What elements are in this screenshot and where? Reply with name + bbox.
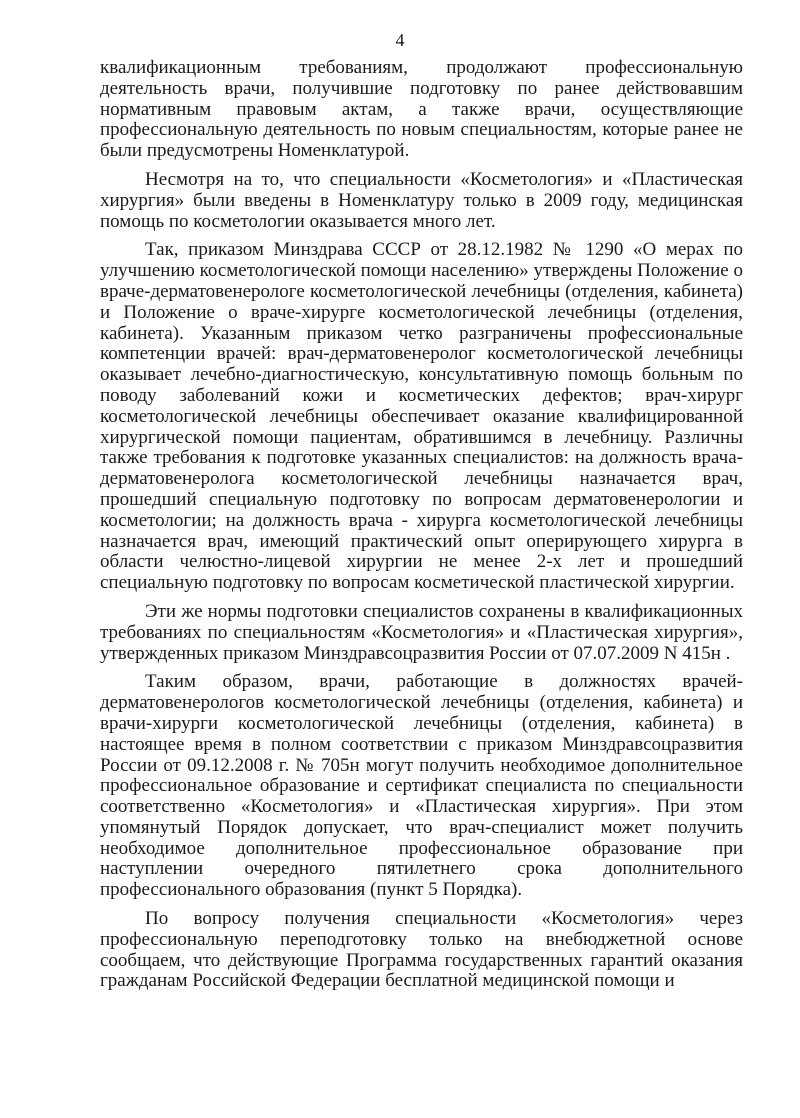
paragraph-conclusion: Таким образом, врачи, работающие в должностях врачей-дерматовенерологов косметологической лечебницы (отделения, кабинета) и врачи-хирурги косметологической лечебницы (отделения, кабинета) в настоящее время в полном соответствии с приказом Минздравсоцразвития России от 09.12.2008 г. № 705н могут получить необходимое дополнительное профессиональное образование и сертификат специалиста по специальности соответственно «Косметология» и «Пластическая хирургия». При этом упомянутый Порядок допускает, что врач-специалист может получить необходимое дополнительное профессиональное образование при наступлении очередного пятилетнего срока дополнительного профессионального образования (пункт 5 Порядка). xyxy=(100,671,743,901)
page-number: 4 xyxy=(395,30,405,50)
paragraph-continuation: квалификационным требованиям, продолжают профессиональную деятельность врачи, получившие подготовку по ранее действовавшим нормативным правовым актам, а также врачи, осуществляющие профессиональную деятельность по новым специальностям, которые ранее не были предусмотрены Номенклатурой. xyxy=(100,57,743,162)
paragraph-ussr-order: Так, приказом Минздрава СССР от 28.12.1982 № 1290 «О мерах по улучшению косметологической помощи населению» утверждены Положение о враче-дерматовенерологе косметологической лечебницы (отделения, кабинета) и Положение о враче-хирурге косметологической лечебницы (отделения, кабинета). Указанным приказом четко разграничены профессиональные компетенции врачей: врач-дерматовенеролог косметологической лечебницы оказывает лечебно-диагностическую, консультативную помощь больным по поводу заболеваний кожи и косметических дефектов; врач-хирург косметологической лечебницы обеспечивает оказание квалифицированной хирургической помощи пациентам, обратившимся в лечебницу. Различны также требования к подготовке указанных специалистов: на должность врача-дерматовенеролога косметологической лечебницы назначается врач, прошедший специальную подготовку по вопросам дерматовенерологии и косметологии; на должность врача - хирурга косметологической лечебницы назначается врач, имеющий практический опыт оперирующего хирурга в области челюстно-лицевой хирургии не менее 2-х лет и прошедший специальную подготовку по вопросам косметической пластической хирургии. xyxy=(100,239,743,594)
paragraph-retraining: По вопросу получения специальности «Косметология» через профессиональную переподготовку только на внебюджетной основе сообщаем, что действующие Программа государственных гарантий оказания гражданам Российской Федерации бесплатной медицинской помощи и xyxy=(100,908,743,992)
paragraph-specialties-introduced: Несмотря на то, что специальности «Косметология» и «Пластическая хирургия» были введены в Номенклатуру только в 2009 году, медицинская помощь по косметологии оказывается много лет. xyxy=(100,168,743,232)
document-body xyxy=(100,58,743,1000)
paragraph-training-norms: Эти же нормы подготовки специалистов сохранены в квалификационных требованиях по специальностям «Косметология» и «Пластическая хирургия», утвержденных приказом Минздравсоцразвития России от 07.07.2009 N 415н . xyxy=(100,600,743,664)
